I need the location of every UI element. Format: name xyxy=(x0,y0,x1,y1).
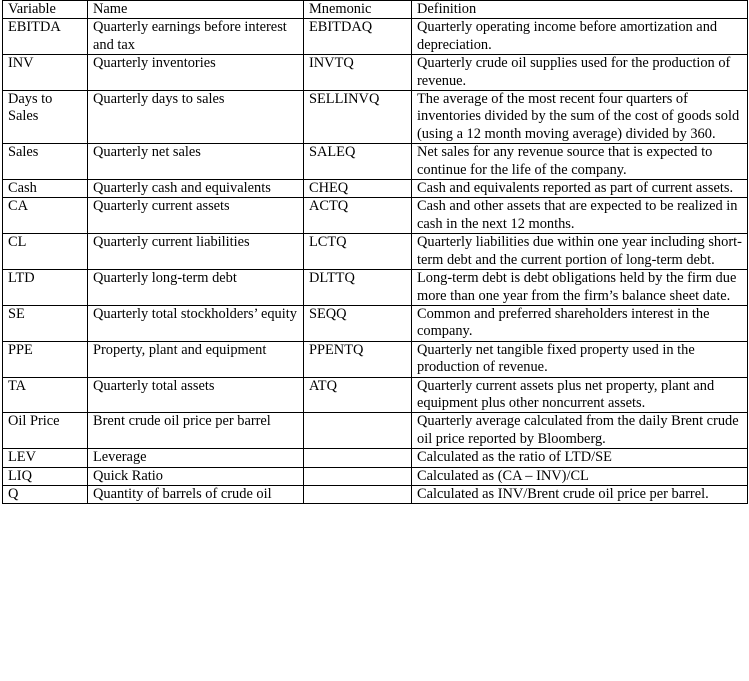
table-row xyxy=(3,91,748,144)
cell-name: Quarterly earnings before interest and tax xyxy=(88,19,304,55)
cell-mnemonic xyxy=(304,485,412,503)
cell-mnemonic: ACTQ xyxy=(304,198,412,234)
cell-variable: CL xyxy=(3,234,88,270)
cell-definition: Long-term debt is debt obligations held by the firm due more than one year from the firm’s balance sheet date. xyxy=(412,270,748,306)
cell-definition: The average of the most recent four quarters of inventories divided by the sum of the cost of goods sold (using a 12 month moving average) divided by 360. xyxy=(412,91,748,144)
header-variable: Variable xyxy=(3,1,88,19)
cell-definition: Quarterly average calculated from the daily Brent crude oil price reported by Bloomberg. xyxy=(412,413,748,449)
header-mnemonic: Mnemonic xyxy=(304,1,412,19)
cell-variable: Cash xyxy=(3,180,88,198)
cell-variable: Sales xyxy=(3,144,88,180)
cell-variable: CA xyxy=(3,198,88,234)
cell-definition: Common and preferred shareholders interest in the company. xyxy=(412,305,748,341)
cell-mnemonic: SALEQ xyxy=(304,144,412,180)
cell-name: Quarterly total assets xyxy=(88,377,304,413)
cell-name: Quantity of barrels of crude oil xyxy=(88,485,304,503)
cell-name: Quarterly inventories xyxy=(88,55,304,91)
cell-definition: Cash and other assets that are expected to be realized in cash in the next 12 months. xyxy=(412,198,748,234)
cell-mnemonic: CHEQ xyxy=(304,180,412,198)
cell-name: Leverage xyxy=(88,449,304,467)
cell-name: Brent crude oil price per barrel xyxy=(88,413,304,449)
cell-definition: Calculated as (CA – INV)/CL xyxy=(412,467,748,485)
table-row xyxy=(3,449,748,467)
cell-mnemonic: SELLINVQ xyxy=(304,91,412,144)
variable-definitions-table xyxy=(2,0,748,504)
cell-definition: Quarterly net tangible fixed property used in the production of revenue. xyxy=(412,341,748,377)
cell-name: Quarterly current liabilities xyxy=(88,234,304,270)
cell-name: Quick Ratio xyxy=(88,467,304,485)
cell-variable: Q xyxy=(3,485,88,503)
cell-definition: Quarterly crude oil supplies used for the production of revenue. xyxy=(412,55,748,91)
cell-variable: EBITDA xyxy=(3,19,88,55)
cell-mnemonic: LCTQ xyxy=(304,234,412,270)
table-row xyxy=(3,234,748,270)
table-row xyxy=(3,341,748,377)
cell-variable: PPE xyxy=(3,341,88,377)
cell-name: Quarterly total stockholders’ equity xyxy=(88,305,304,341)
cell-variable: SE xyxy=(3,305,88,341)
cell-variable: Oil Price xyxy=(3,413,88,449)
table-row xyxy=(3,198,748,234)
cell-name: Quarterly cash and equivalents xyxy=(88,180,304,198)
table-header-row xyxy=(3,1,748,19)
table-row xyxy=(3,270,748,306)
cell-name: Quarterly current assets xyxy=(88,198,304,234)
cell-definition: Net sales for any revenue source that is expected to continue for the life of the company. xyxy=(412,144,748,180)
cell-mnemonic: SEQQ xyxy=(304,305,412,341)
cell-variable: TA xyxy=(3,377,88,413)
cell-mnemonic: INVTQ xyxy=(304,55,412,91)
cell-definition: Calculated as INV/Brent crude oil price per barrel. xyxy=(412,485,748,503)
cell-mnemonic: EBITDAQ xyxy=(304,19,412,55)
table-row xyxy=(3,144,748,180)
cell-variable: LIQ xyxy=(3,467,88,485)
table-row xyxy=(3,485,748,503)
cell-name: Quarterly long-term debt xyxy=(88,270,304,306)
cell-name: Quarterly net sales xyxy=(88,144,304,180)
cell-mnemonic: ATQ xyxy=(304,377,412,413)
cell-mnemonic: DLTTQ xyxy=(304,270,412,306)
table-row xyxy=(3,55,748,91)
cell-definition: Quarterly liabilities due within one year including short-term debt and the current portion of long-term debt. xyxy=(412,234,748,270)
cell-mnemonic xyxy=(304,467,412,485)
table-row xyxy=(3,180,748,198)
header-name: Name xyxy=(88,1,304,19)
cell-mnemonic xyxy=(304,449,412,467)
header-definition: Definition xyxy=(412,1,748,19)
cell-variable: INV xyxy=(3,55,88,91)
cell-name: Quarterly days to sales xyxy=(88,91,304,144)
cell-mnemonic xyxy=(304,413,412,449)
table-row xyxy=(3,377,748,413)
cell-definition: Calculated as the ratio of LTD/SE xyxy=(412,449,748,467)
table-row xyxy=(3,467,748,485)
cell-definition: Quarterly current assets plus net property, plant and equipment plus other noncurrent assets. xyxy=(412,377,748,413)
table-row xyxy=(3,19,748,55)
cell-definition: Quarterly operating income before amortization and depreciation. xyxy=(412,19,748,55)
table-row xyxy=(3,413,748,449)
cell-variable: LEV xyxy=(3,449,88,467)
cell-variable: Days to Sales xyxy=(3,91,88,144)
table-row xyxy=(3,305,748,341)
cell-variable: LTD xyxy=(3,270,88,306)
cell-definition: Cash and equivalents reported as part of current assets. xyxy=(412,180,748,198)
cell-mnemonic: PPENTQ xyxy=(304,341,412,377)
cell-name: Property, plant and equipment xyxy=(88,341,304,377)
